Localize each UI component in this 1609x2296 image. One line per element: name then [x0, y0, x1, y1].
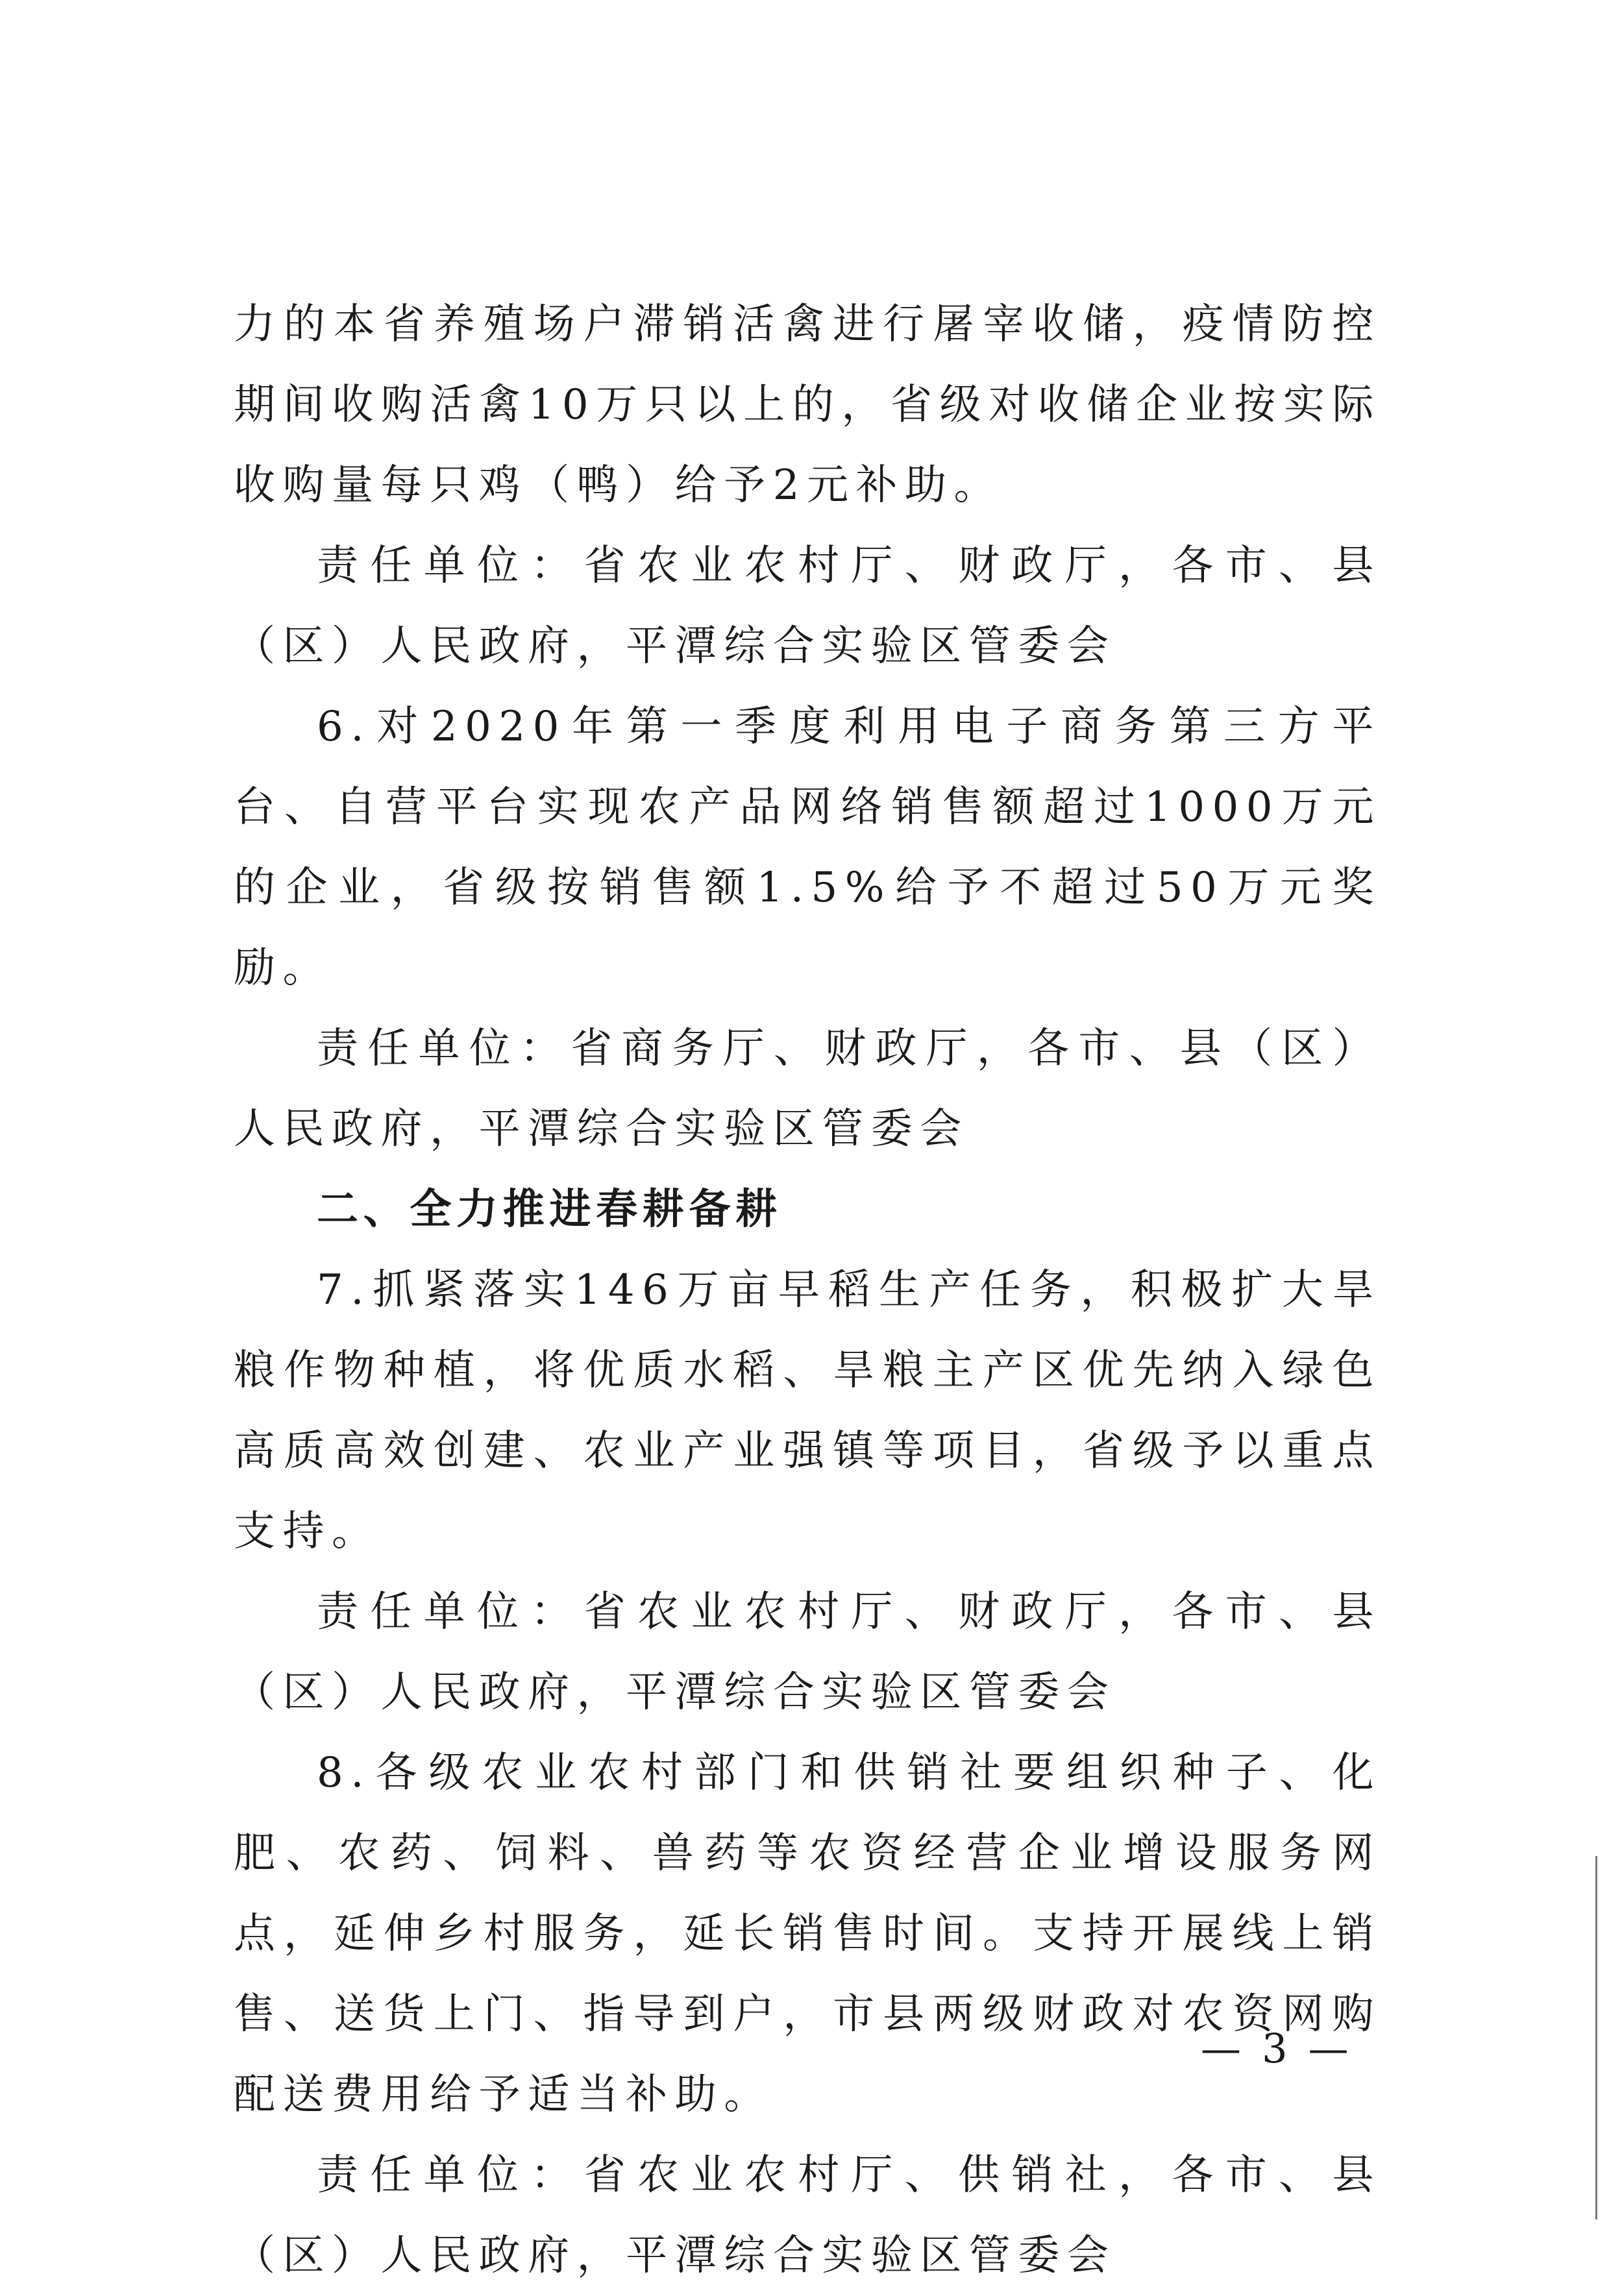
paragraph-poultry-storage: 力的本省养殖场户滞销活禽进行屠宰收储，疫情防控期间收购活禽10万只以上的，省级对收储企业按实际收购量每只鸡（鸭）给予2元补助。: [234, 300, 1381, 509]
page-number: — 3 —: [1201, 2025, 1353, 2072]
paragraph-responsible-units-7: 责任单位：省农业农村厅、财政厅，各市、县（区）人民政府，平潭综合实验区管委会: [234, 1588, 1381, 1716]
paragraph-item-6: 6.对2020年第一季度利用电子商务第三方平台、自营平台实现农产品网络销售额超过1000万元的企业，省级按销售额1.5%给予不超过50万元奖励。: [234, 703, 1381, 992]
paragraph-responsible-units-6: 责任单位：省商务厅、财政厅，各市、县（区）人民政府，平潭综合实验区管委会: [234, 1025, 1381, 1153]
paragraph-responsible-units-8: 责任单位：省农业农村厅、供销社，各市、县（区）人民政府，平潭综合实验区管委会: [234, 2151, 1381, 2280]
paragraph-responsible-units-5: 责任单位：省农业农村厅、财政厅，各市、县（区）人民政府，平潭综合实验区管委会: [234, 542, 1381, 670]
paragraph-item-8: 8.各级农业农村部门和供销社要组织种子、化肥、农药、饲料、兽药等农资经营企业增设服务网点，延伸乡村服务，延长销售时间。支持开展线上销售、送货上门、指导到户，市县两级财政对农资网购配送费用给予适当补助。: [234, 1749, 1381, 2119]
scan-edge-mark: [1595, 1856, 1597, 2219]
paragraph-item-7: 7.抓紧落实146万亩早稻生产任务，积极扩大旱粮作物种植，将优质水稻、旱粮主产区优先纳入绿色高质高效创建、农业产业强镇等项目，省级予以重点支持。: [234, 1266, 1381, 1556]
document-body: [234, 284, 1381, 2296]
section-heading-2: 二、全力推进春耕备耕: [317, 1186, 782, 1234]
